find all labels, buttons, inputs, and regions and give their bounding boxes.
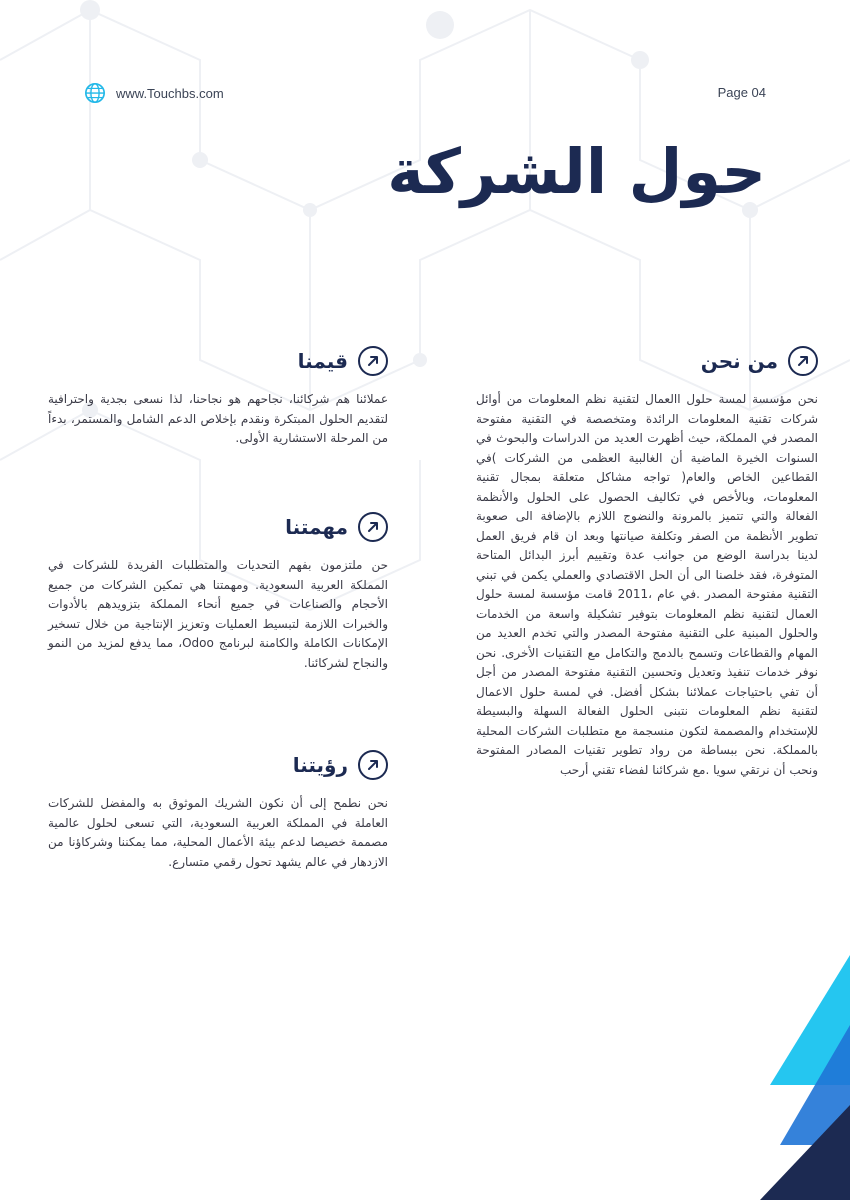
corner-decoration bbox=[750, 955, 850, 1200]
arrow-up-right-icon bbox=[358, 750, 388, 780]
section-body: نحن نطمح إلى أن نكون الشريك الموثوق به والمفضل للشركات العاملة في المملكة العربية السعودية، التي تسعى لحلول عالمية مصممة خصيصا لدعم بيئة الأعمال المحلية، مما يمكننا وشركاؤنا من الازدهار في عالم يشهد تحول رقمي متسارع. bbox=[48, 796, 388, 869]
section-header bbox=[48, 346, 388, 376]
section-body: نحن مؤسسة لمسة حلول االعمال لتقنية نظم المعلومات من أوائل شركات تقنية المعلومات الرائدة ومتخصصة في التقنية مفتوحة المصدر في المملكة، حيث أظهرت العديد من الدراسات والبحوث في السنوات الخيرة الماضية أن الغالبية العظمى من الشركات )في القطاعين الخاص والعام( تواجه مشاكل متعلقة بمجال تقنية المعلومات، وبالأخص في تكاليف الحصول على الحلول والأنظمة الفعالة والتي تتميز بالمرونة والنضوج اللازم بالإضافة الى صعوبة تطوير الأنظمة من الصفر وتكلفة صيانتها وبعد ان قام فريق العمل لدينا بدراسة الوضع من جوانب عدة وتقييم أبرز البدائل المتاحة المتوفرة، فقد خلصنا الى أن الحل الاقتصادي والعملي يكمن في تبني التقنية مفتوحة المصدر .في عام ،2011 قامت مؤسسة لمسة حلول العمال لتقنية نظم المعلومات بتوفير تشكيلة واسعة من الخدمات والحلول المبنية على التقنية مفتوحة المصدر والتي تخدم العديد من المهام والقطاعات وتسمح بالدمج والتكامل مع التقنيات الأخرى. نحن نوفر خدمات تنفيذ وتعديل وتحسين التقنية مفتوحة المصدر من أجل أن تفي باحتياجات عملائنا بشكل أفضل. في لمسة حلول الاعمال لتقنية نظم المعلومات نتبنى الحلول الفعالة السهلة والبسيطة للإستخدام والمصممة لتكون منسجمة مع متطلبات الشركات المحلية بالمملكة. نحن ببساطة من رواد تطوير تقنيات المصادر المفتوحة ونحب أن نرتقي سويا .مع شركائنا لفضاء تقني أرحب bbox=[476, 392, 818, 777]
header-website bbox=[84, 82, 224, 104]
section-header bbox=[48, 512, 388, 542]
section-mission bbox=[48, 512, 388, 673]
section-header bbox=[48, 750, 388, 780]
section-vision bbox=[48, 750, 388, 872]
arrow-up-right-icon bbox=[788, 346, 818, 376]
section-who-we-are bbox=[476, 346, 818, 780]
page-number: Page 04 bbox=[717, 85, 766, 100]
arrow-up-right-icon bbox=[358, 346, 388, 376]
page-title: حول الشركة bbox=[387, 135, 766, 208]
section-body: عملائنا هم شركائنا، نجاحهم هو نجاحنا، لذا نسعى بجدية واحترافية لتقديم الحلول المبتكرة ونقدم بإخلاص الدعم الشامل والمستمر، بدءاً من المرحلة الاستشارية الأولى. bbox=[48, 392, 388, 445]
section-values bbox=[48, 346, 388, 449]
section-body: حن ملتزمون بفهم التحديات والمتطلبات الفريدة للشركات في المملكة العربية السعودية. ومهمتنا هي تمكين الشركات من جميع الأحجام والصناعات في جميع أنحاء المملكة بتزويدهم بالأدوات والخبرات اللازمة لتبسيط العمليات وتعزيز الإنتاجية من خلال تسخير الإمكانات الكاملة والكامنة لبرنامج Odoo، مما يدفع لمزيد من النمو والنجاح لشركائنا. bbox=[48, 558, 388, 670]
website-url[interactable]: www.Touchbs.com bbox=[116, 85, 224, 101]
section-title: من نحن bbox=[700, 349, 778, 373]
section-title: مهمتنا bbox=[285, 515, 348, 539]
arrow-up-right-icon bbox=[358, 512, 388, 542]
section-title: رؤيتنا bbox=[292, 753, 348, 777]
section-header bbox=[476, 346, 818, 376]
section-title: قيمنا bbox=[297, 349, 348, 373]
globe-icon bbox=[84, 82, 106, 104]
